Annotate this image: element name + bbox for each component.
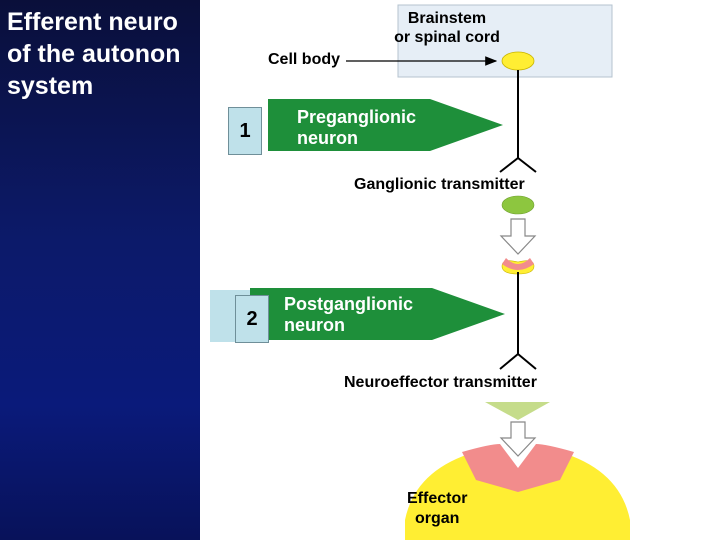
down-arrow-2 <box>501 422 535 456</box>
postganglionic-terminal <box>500 354 536 369</box>
step-1-badge: 1 <box>228 107 262 155</box>
title-panel <box>0 0 200 540</box>
title-line-1: Efferent neuro <box>7 8 178 36</box>
title-line-3: system <box>7 72 94 100</box>
neuroeffector-transmitter <box>485 402 550 420</box>
title-line-2: of the autonon <box>7 40 181 68</box>
preganglionic-line-1: Preganglionic <box>297 107 417 127</box>
preganglionic-line-2: neuron <box>297 128 358 148</box>
postganglionic-line-2: neuron <box>284 315 345 335</box>
slide-title <box>7 6 181 102</box>
effector-line-2: organ <box>415 510 460 527</box>
neuroeffector-transmitter-label: Neuroeffector transmitter <box>344 374 537 391</box>
ganglionic-transmitter-dot <box>502 196 534 214</box>
efferent-pathway-diagram <box>200 0 720 540</box>
step-2-badge: 2 <box>235 295 269 343</box>
effector-line-1: Effector <box>407 490 468 507</box>
preganglionic-cell-body <box>502 52 534 70</box>
brainstem-label <box>386 9 508 47</box>
ganglionic-transmitter-label: Ganglionic transmitter <box>354 176 525 193</box>
effector-organ-label <box>407 489 467 529</box>
brainstem-line-1: Brainstem <box>407 10 487 27</box>
preganglionic-label <box>297 107 416 149</box>
cell-body-label: Cell body <box>268 51 341 68</box>
postganglionic-label <box>284 294 413 336</box>
down-arrow-1 <box>501 219 535 254</box>
preganglionic-terminal <box>500 158 536 172</box>
brainstem-line-2: or spinal cord <box>394 29 500 46</box>
postganglionic-line-1: Postganglionic <box>284 294 414 314</box>
diagram-graphics <box>200 0 720 540</box>
